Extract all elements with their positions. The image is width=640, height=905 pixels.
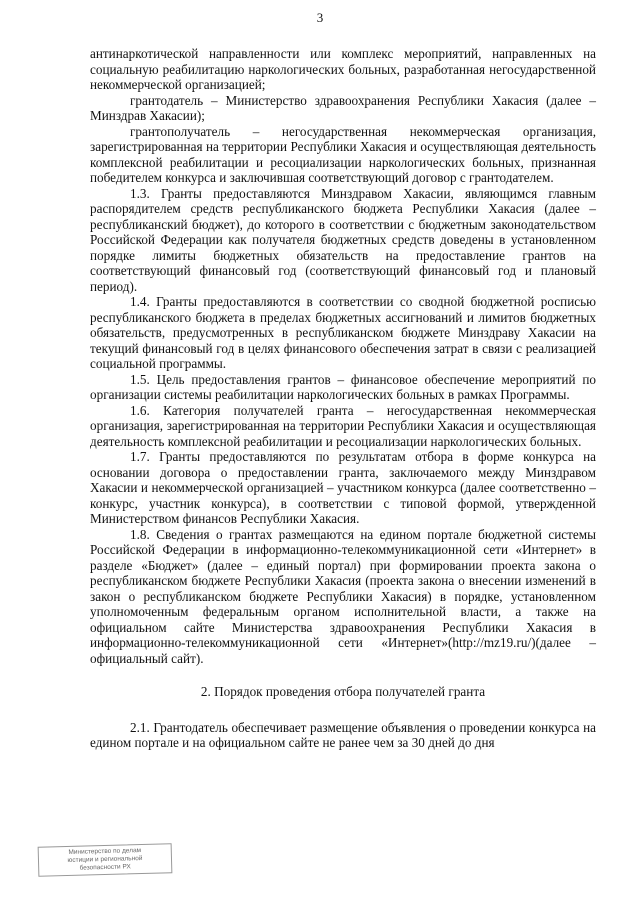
document-body (90, 46, 596, 751)
stamp-line: Министерство по делам (68, 847, 142, 856)
page-number: 3 (316, 10, 324, 25)
paragraph: 2.1. Грантодатель обеспечивает размещение объявления о проведении конкурса на едином портале и на официальном сайте не ранее чем за 30 дней до дня (90, 719, 596, 750)
section-heading: 2. Порядок проведения отбора получателей гранта (200, 684, 486, 699)
paragraph: 1.6. Категория получателей гранта – негосударственная некоммерческая организация, зарегистрированная на территории Республики Хакасия и осуществляющая деятельность комплексной реабилитации и ресоциализации наркологических больных. (90, 402, 596, 449)
paragraph: грантодатель – Министерство здравоохранения Республики Хакасия (далее – Минздрав Хакасии); (90, 92, 596, 123)
registration-stamp (38, 843, 173, 876)
paragraph: антинаркотической направленности или комплекс мероприятий, направленных на социальную реабилитацию наркологических больных, разработанная негосударственной некоммерческой организацией; (90, 46, 596, 92)
paragraph: 1.3. Гранты предоставляются Минздравом Хакасии, являющимся главным распорядителем средств республиканского бюджета Республики Хакасия (далее – республиканский бюджет), до которого в соответствии с бюджетным законодательством Российской Федерации как получателя бюджетных средств доведены в установленном порядке лимиты бюджетных обязательств на предоставление грантов на соответствующий финансовый год (соответствующий финансовый год и плановый период). (90, 185, 596, 294)
stamp-line: безопасности РХ (79, 863, 131, 872)
paragraph: 1.4. Гранты предоставляются в соответствии со сводной бюджетной росписью республиканского бюджета в пределах бюджетных ассигнований и лимитов бюджетных обязательств, предусмотренных в республиканском бюджете Минздраву Хакасии на текущий финансовый год в целях финансового обеспечения затрат в связи с реализацией социальной программы. (90, 294, 596, 371)
paragraph: 1.8. Сведения о грантах размещаются на едином портале бюджетной системы Российской Федерации в информационно-телекоммуникационной сети «Интернет» в разделе «Бюджет» (далее – единый портал) при формировании проекта закона о республиканском бюджете Республики Хакасия (проекта закона о внесении изменений в закон о республиканском бюджете Республики Хакасия) в порядке, установленном уполномоченным федеральным органом исполнительной власти, а также на официальном сайте Министерства здравоохранения Республики Хакасия в информационно-телекоммуникационной сети «Интернет»(http://mz19.ru/)(далее – официальный сайт). (90, 526, 596, 666)
paragraph: 1.5. Цель предоставления грантов – финансовое обеспечение мероприятий по организации системы реабилитации наркологических больных в рамках Программы. (90, 371, 596, 402)
paragraph: 1.7. Гранты предоставляются по результатам отбора в форме конкурса на основании договора о предоставлении гранта, заключаемого между Минздравом Хакасии и некоммерческой организацией – участником конкурса (далее соответственно – конкурс, участник конкурса), в соответствии с типовой формой, утвержденной Министерством финансов Республики Хакасия. (90, 449, 596, 526)
paragraph: грантополучатель – негосударственная некоммерческая организация, зарегистрированная на территории Республики Хакасия и осуществляющая деятельность комплексной реабилитации и ресоциализации наркологических больных, признанная победителем конкурса и заключившая соответствующий договор с грантодателем. (90, 123, 596, 185)
stamp-line: юстиции и региональной (67, 855, 143, 864)
